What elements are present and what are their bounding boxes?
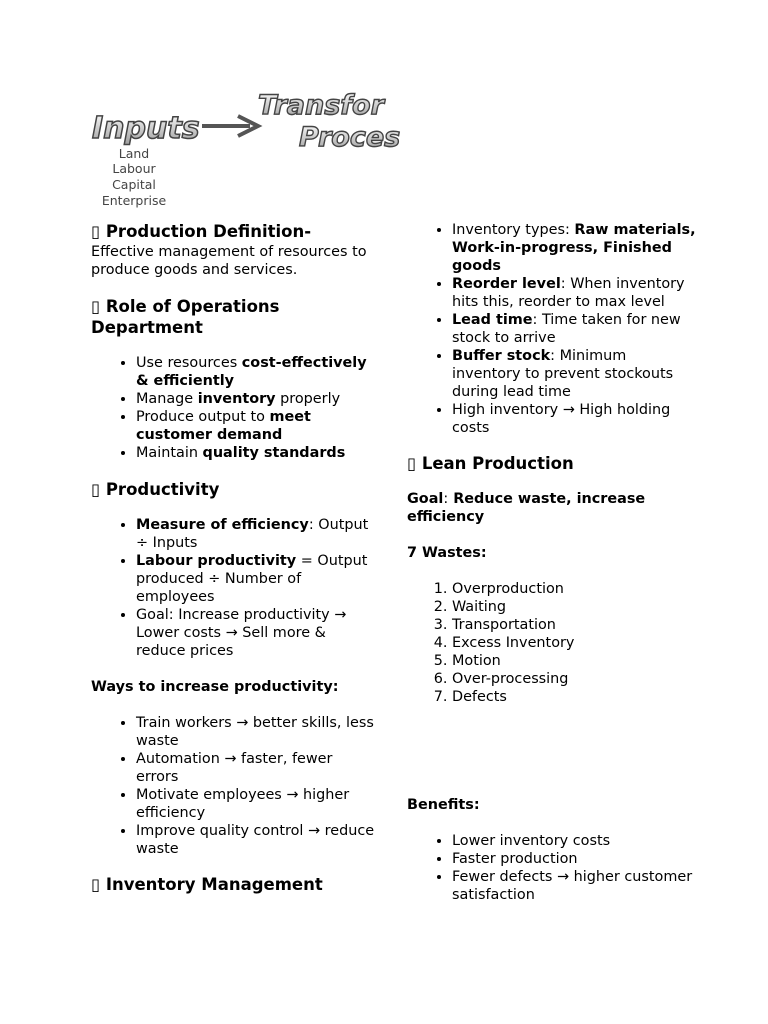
section-bullet-icon: ▯ bbox=[91, 222, 101, 241]
operations-role-list bbox=[91, 354, 376, 462]
inputs-transform-diagram bbox=[90, 88, 401, 212]
list-item: • Fewer defects → higher customer satisfaction bbox=[452, 868, 697, 904]
arrow-right-icon bbox=[202, 116, 258, 136]
seven-wastes-list bbox=[407, 580, 697, 706]
input-item: Labour bbox=[112, 161, 156, 176]
seven-wastes-heading: 7 Wastes: bbox=[407, 545, 487, 561]
production-definition-heading: ▯ Production Definition- bbox=[91, 222, 312, 241]
list-item: 1. Overproduction bbox=[452, 580, 697, 598]
left-column bbox=[91, 221, 376, 895]
list-item: 6. Over-processing bbox=[452, 670, 697, 688]
section-bullet-icon: ▯ bbox=[91, 875, 101, 894]
list-item: • Inventory types: Raw materials, Work-in-progress, Finished goods bbox=[452, 221, 697, 275]
section-bullet-icon: ▯ bbox=[91, 480, 101, 499]
productivity-list bbox=[91, 516, 376, 660]
benefits-list bbox=[407, 832, 697, 904]
ways-heading: Ways to increase productivity: bbox=[91, 679, 339, 695]
input-item: Capital bbox=[112, 177, 156, 192]
list-item: 2. Waiting bbox=[452, 598, 697, 616]
inventory-list bbox=[407, 221, 697, 437]
diagram-svg bbox=[90, 88, 401, 212]
list-item: • Lead time: Time taken for new stock to arrive bbox=[452, 311, 697, 347]
productivity-heading: ▯ Productivity bbox=[91, 480, 220, 499]
list-item: • Maintain quality standards bbox=[136, 444, 376, 462]
production-definition-text: Effective management of resources to produce goods and services. bbox=[91, 244, 367, 278]
section-bullet-icon: ▯ bbox=[91, 297, 101, 316]
list-item: • Labour productivity = Output produced ÷ Number of employees bbox=[136, 552, 376, 606]
inputs-title: Inputs bbox=[92, 111, 200, 146]
lean-goal: Goal: Reduce waste, increase efficiency bbox=[407, 491, 646, 525]
benefits-heading: Benefits: bbox=[407, 797, 480, 813]
transform-title-line1: Transfor bbox=[258, 90, 384, 121]
list-item: • Faster production bbox=[452, 850, 697, 868]
list-item: • Improve quality control → reduce waste bbox=[136, 822, 376, 858]
lean-production-heading: ▯ Lean Production bbox=[407, 454, 574, 473]
list-item: • Use resources cost-effectively & efficiently bbox=[136, 354, 376, 390]
role-operations-heading: ▯ Role of Operations Department bbox=[91, 297, 280, 337]
input-item: Land bbox=[118, 146, 150, 161]
list-item: 4. Excess Inventory bbox=[452, 634, 697, 652]
list-item: 5. Motion bbox=[452, 652, 697, 670]
list-item: • Train workers → better skills, less waste bbox=[136, 714, 376, 750]
ways-list bbox=[91, 714, 376, 858]
list-item: • High inventory → High holding costs bbox=[452, 401, 697, 437]
right-column bbox=[407, 221, 697, 904]
section-bullet-icon: ▯ bbox=[407, 454, 417, 473]
list-item: • Goal: Increase productivity → Lower costs → Sell more & reduce prices bbox=[136, 606, 376, 660]
list-item: • Manage inventory properly bbox=[136, 390, 376, 408]
list-item: • Measure of efficiency: Output ÷ Inputs bbox=[136, 516, 376, 552]
transform-title-line2: Proces bbox=[299, 122, 401, 153]
inventory-management-heading: ▯ Inventory Management bbox=[91, 875, 323, 894]
list-item: • Produce output to meet customer demand bbox=[136, 408, 376, 444]
list-item: 7. Defects bbox=[452, 688, 697, 706]
list-item: 3. Transportation bbox=[452, 616, 697, 634]
list-item: • Automation → faster, fewer errors bbox=[136, 750, 376, 786]
list-item: • Lower inventory costs bbox=[452, 832, 697, 850]
input-item: Enterprise bbox=[101, 193, 167, 208]
list-item: • Motivate employees → higher efficiency bbox=[136, 786, 376, 822]
list-item: • Buffer stock: Minimum inventory to prevent stockouts during lead time bbox=[452, 347, 697, 401]
list-item: • Reorder level: When inventory hits this, reorder to max level bbox=[452, 275, 697, 311]
